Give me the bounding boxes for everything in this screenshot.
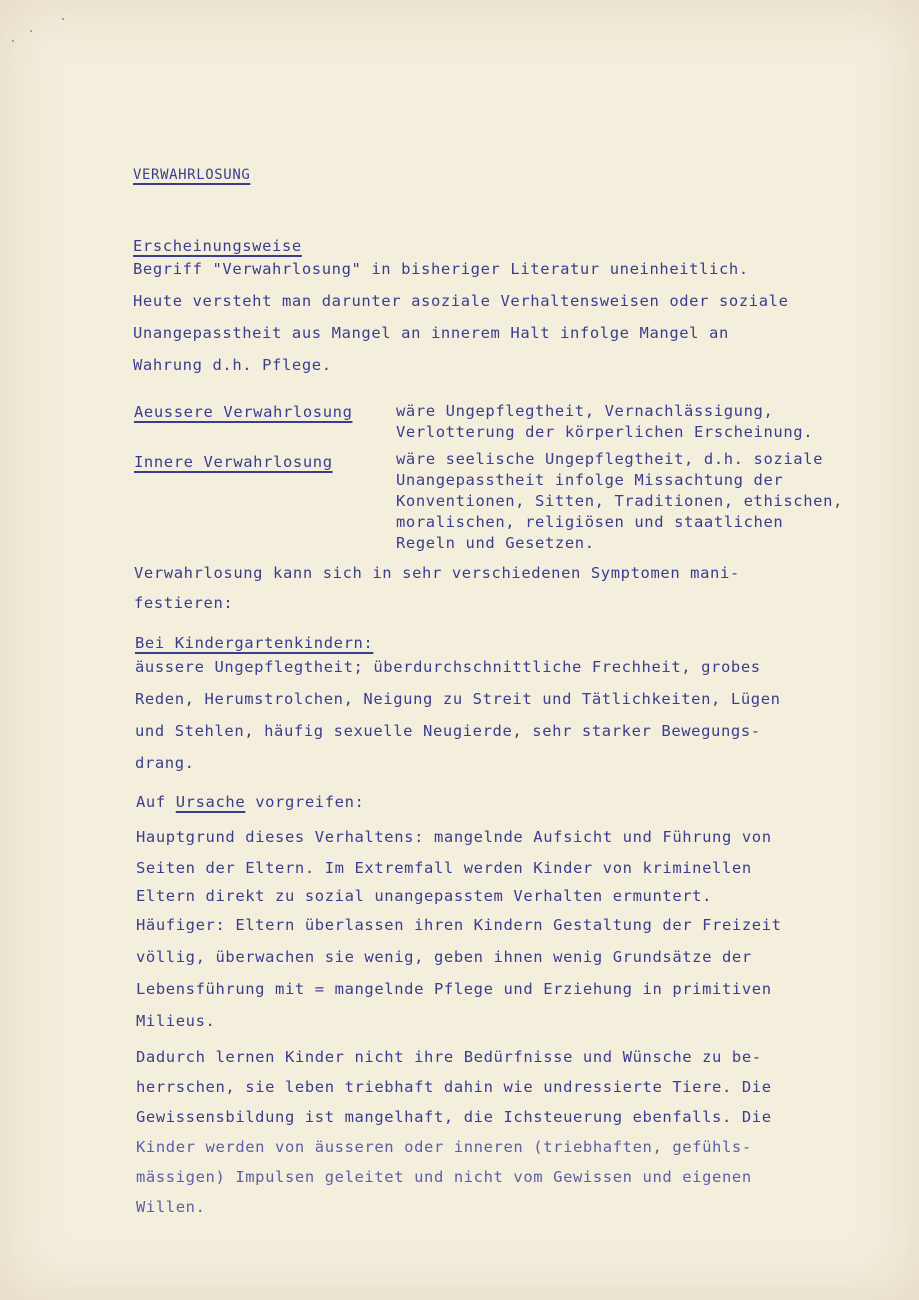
cause-line: Lebensführung mit = mangelnde Pflege und Erziehung in primitiven <box>136 980 772 998</box>
intro-line: Unangepasstheit aus Mangel an innerem Halt infolge Mangel an <box>133 324 729 342</box>
intro-line: Wahrung d.h. Pflege. <box>133 356 332 374</box>
definition-line: moralischen, religiösen und staatlichen <box>396 513 784 531</box>
kindergarten-line: Reden, Herumstrolchen, Neigung zu Streit und Tätlichkeiten, Lügen <box>135 690 781 708</box>
cause-word: Ursache <box>175 793 246 811</box>
cause-suffix: vorgreifen: <box>245 793 365 811</box>
closing-line: Gewissensbildung ist mangelhaft, die Ichsteuerung ebenfalls. Die <box>136 1108 772 1126</box>
intro-line: Begriff "Verwahrlosung" in bisheriger Literatur uneinheitlich. <box>133 260 749 278</box>
cause-line: Hauptgrund dieses Verhaltens: mangelnde Aufsicht und Führung von <box>136 828 772 846</box>
definition-line: Verlotterung der körperlichen Erscheinung. <box>396 423 814 441</box>
definition-term: Aeussere Verwahrlosung <box>134 403 353 421</box>
document-title: VERWAHRLOSUNG <box>133 167 251 183</box>
closing-line: herrschen, sie leben triebhaft dahin wie undressierte Tiere. Die <box>136 1078 772 1096</box>
definition-line: wäre Ungepflegtheit, Vernachlässigung, <box>396 402 774 420</box>
kindergarten-line: drang. <box>135 754 195 772</box>
cause-heading <box>136 795 364 811</box>
cause-line: Eltern direkt zu sozial unangepasstem Verhalten ermuntert. <box>136 887 713 905</box>
kindergarten-heading: Bei Kindergartenkindern: <box>135 634 374 652</box>
definition-line: wäre seelische Ungepflegtheit, d.h. soziale <box>396 450 824 468</box>
kindergarten-line: äussere Ungepflegtheit; überdurchschnittliche Frechheit, grobes <box>135 658 761 676</box>
cause-line: völlig, überwachen sie wenig, geben ihnen wenig Grundsätze der <box>136 948 752 966</box>
definition-line: Konventionen, Sitten, Traditionen, ethischen, <box>396 492 843 510</box>
closing-line: Kinder werden von äusseren oder inneren (triebhaften, gefühls- <box>136 1138 752 1156</box>
paper-speck <box>12 40 14 42</box>
definition-term: Innere Verwahrlosung <box>134 453 333 471</box>
symptoms-line: festieren: <box>134 594 234 612</box>
symptoms-line: Verwahrlosung kann sich in sehr verschiedenen Symptomen mani- <box>134 564 740 582</box>
definition-line: Regeln und Gesetzen. <box>396 534 595 552</box>
cause-prefix: Auf <box>136 793 176 811</box>
cause-line: Häufiger: Eltern überlassen ihren Kindern Gestaltung der Freizeit <box>136 916 782 934</box>
definition-line: Unangepasstheit infolge Missachtung der <box>396 471 784 489</box>
intro-line: Heute versteht man darunter asoziale Verhaltensweisen oder soziale <box>133 292 789 310</box>
cause-line: Milieus. <box>136 1012 216 1030</box>
section-heading: Erscheinungsweise <box>133 237 302 255</box>
paper-speck <box>62 18 64 20</box>
kindergarten-line: und Stehlen, häufig sexuelle Neugierde, sehr starker Bewegungs- <box>135 722 761 740</box>
closing-line: Dadurch lernen Kinder nicht ihre Bedürfnisse und Wünsche zu be- <box>136 1048 762 1066</box>
paper-speck <box>30 30 32 32</box>
closing-line: Willen. <box>136 1198 206 1216</box>
closing-line: mässigen) Impulsen geleitet und nicht vom Gewissen und eigenen <box>136 1168 752 1186</box>
cause-line: Seiten der Eltern. Im Extremfall werden Kinder von kriminellen <box>136 859 752 877</box>
